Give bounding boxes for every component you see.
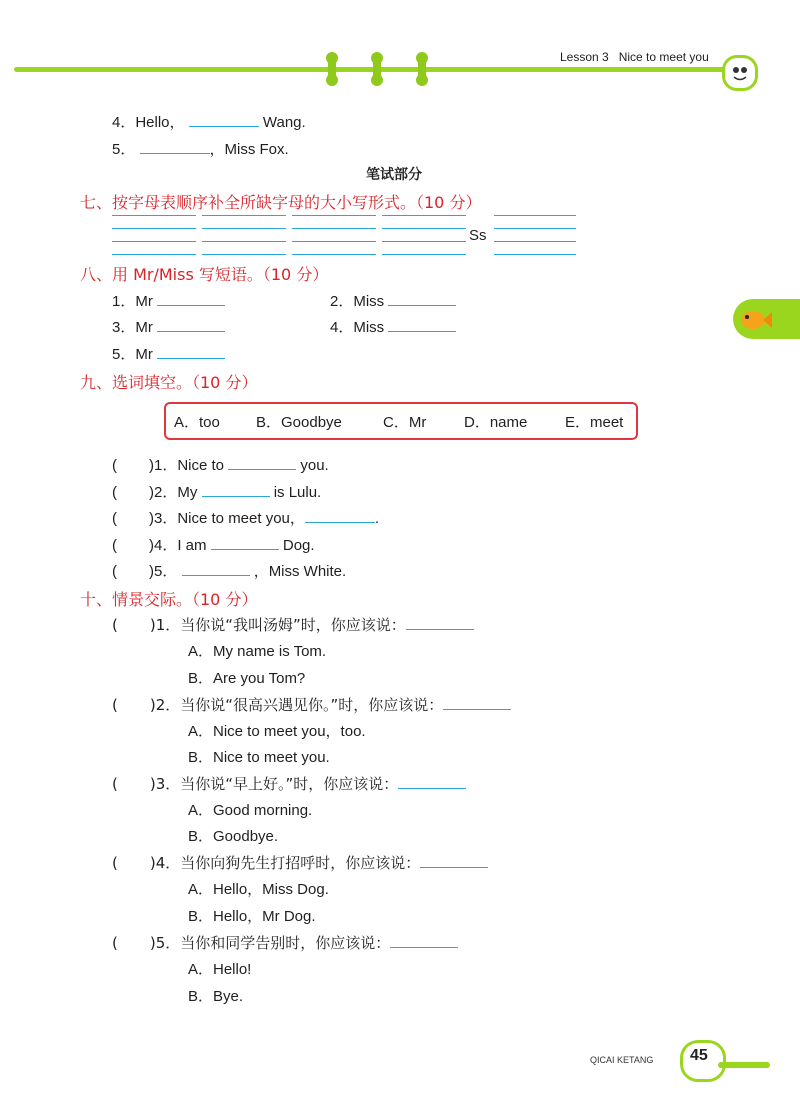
alphabet-guide xyxy=(112,254,196,255)
alphabet-guide xyxy=(382,254,466,255)
fish-icon xyxy=(735,299,775,339)
answer-blank[interactable] xyxy=(140,139,210,154)
choice-b: B．Nice to meet you. xyxy=(188,749,330,766)
given-letter: Ss xyxy=(469,227,487,244)
word-option: A．too xyxy=(174,414,220,431)
side-tab xyxy=(733,299,800,339)
choice-b: B．Bye. xyxy=(188,988,244,1005)
alphabet-guide xyxy=(382,228,466,229)
alphabet-guide xyxy=(202,228,286,229)
answer-blank[interactable] xyxy=(420,853,488,868)
choice-a: A．My name is Tom. xyxy=(188,643,327,660)
word-option: E．meet xyxy=(565,414,624,431)
answer-blank[interactable] xyxy=(398,774,466,789)
phrase-item: 2．Miss xyxy=(330,290,456,311)
answer-blank[interactable] xyxy=(443,695,511,710)
scenario-question: ( )1．当你说“我叫汤姆”时，你应该说： xyxy=(112,614,474,635)
fill-item: ( )4．I am Dog. xyxy=(112,537,315,554)
mascot-icon xyxy=(722,55,758,91)
footer-brand: QICAI KETANG xyxy=(590,1055,654,1065)
binder-pin-icon xyxy=(418,56,426,82)
alphabet-guide xyxy=(494,228,576,229)
binder-pin-icon xyxy=(328,56,336,82)
answer-blank[interactable] xyxy=(202,482,270,497)
fill-item: ( )5． ，Miss White. xyxy=(112,563,347,580)
page-number: 45 xyxy=(690,1047,708,1064)
answer-blank[interactable] xyxy=(406,615,474,630)
choice-b: B．Goodbye. xyxy=(188,828,279,845)
word-option: B．Goodbye xyxy=(256,414,342,431)
answer-blank[interactable] xyxy=(189,112,259,127)
alphabet-guide xyxy=(112,228,196,229)
answer-blank[interactable] xyxy=(388,317,456,332)
phrase-item: 3．Mr xyxy=(112,316,225,337)
alphabet-blank[interactable] xyxy=(292,215,376,216)
alphabet-guide xyxy=(292,228,376,229)
fill-item: ( )1．Nice to you. xyxy=(112,457,329,474)
fill-item: ( )3．Nice to meet you， . xyxy=(112,510,380,527)
answer-blank[interactable] xyxy=(157,344,225,359)
oral-item-4: 4．Hello， Wang. xyxy=(112,114,306,131)
footer-bar xyxy=(718,1062,770,1068)
choice-b: B．Are you Tom? xyxy=(188,670,306,687)
word-option: D．name xyxy=(464,414,528,431)
alphabet-blank[interactable] xyxy=(202,215,286,216)
oral-item-5: 5． ，Miss Fox. xyxy=(112,141,289,158)
scenario-question: ( )5．当你和同学告别时，你应该说： xyxy=(112,932,458,953)
section-title: 笔试部分 xyxy=(366,167,422,183)
answer-blank[interactable] xyxy=(157,291,225,306)
section-9-heading: 九、选词填空。（10 分） xyxy=(80,373,258,392)
phrase-item: 1．Mr xyxy=(112,290,225,311)
section-10-heading: 十、情景交际。（10 分） xyxy=(80,590,258,609)
answer-blank[interactable] xyxy=(390,933,458,948)
choice-a: A．Good morning. xyxy=(188,802,313,819)
fill-item: ( )2．My is Lulu. xyxy=(112,484,322,501)
answer-blank[interactable] xyxy=(182,561,250,576)
answer-blank[interactable] xyxy=(211,535,279,550)
choice-a: A．Nice to meet you，too. xyxy=(188,723,366,740)
alphabet-guide xyxy=(494,254,576,255)
alphabet-blank[interactable] xyxy=(494,241,576,242)
alphabet-blank[interactable] xyxy=(494,215,576,216)
scenario-question: ( )2．当你说“很高兴遇见你。”时，你应该说： xyxy=(112,694,511,715)
answer-blank[interactable] xyxy=(157,317,225,332)
section-7-heading: 七、按字母表顺序补全所缺字母的大小写形式。（10 分） xyxy=(80,193,482,212)
alphabet-blank[interactable] xyxy=(382,241,466,242)
answer-blank[interactable] xyxy=(228,455,296,470)
phrase-item: 5．Mr xyxy=(112,343,225,364)
alphabet-blank[interactable] xyxy=(292,241,376,242)
choice-a: A．Hello，Miss Dog. xyxy=(188,881,329,898)
choice-a: A．Hello! xyxy=(188,961,252,978)
scenario-question: ( )4．当你向狗先生打招呼时，你应该说： xyxy=(112,852,488,873)
binder-pin-icon xyxy=(373,56,381,82)
alphabet-guide xyxy=(292,254,376,255)
alphabet-blank[interactable] xyxy=(112,241,196,242)
answer-blank[interactable] xyxy=(388,291,456,306)
lesson-label: Lesson 3 Nice to meet you xyxy=(560,50,709,64)
alphabet-blank[interactable] xyxy=(202,241,286,242)
phrase-item: 4．Miss xyxy=(330,316,456,337)
scenario-question: ( )3．当你说“早上好。”时，你应该说： xyxy=(112,773,466,794)
choice-b: B．Hello，Mr Dog. xyxy=(188,908,316,925)
section-8-heading: 八、用 Mr/Miss 写短语。（10 分） xyxy=(80,265,329,284)
answer-blank[interactable] xyxy=(305,508,375,523)
alphabet-guide xyxy=(202,254,286,255)
alphabet-blank[interactable] xyxy=(112,215,196,216)
alphabet-blank[interactable] xyxy=(382,215,466,216)
word-option: C．Mr xyxy=(383,414,427,431)
